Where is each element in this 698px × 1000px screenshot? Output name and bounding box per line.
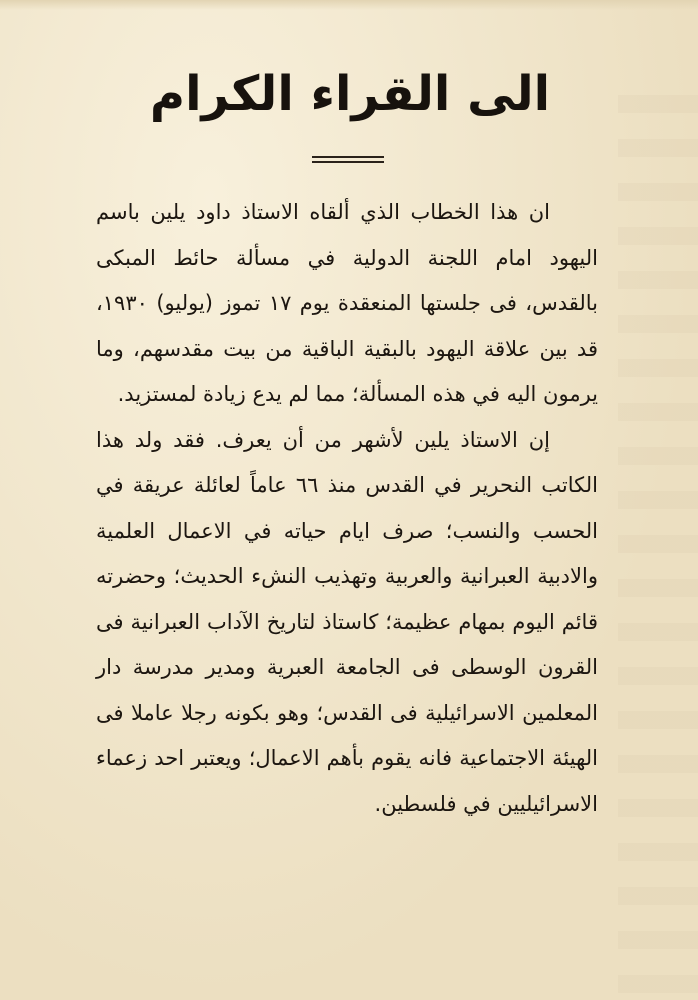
divider-rule-top <box>312 156 384 158</box>
body-text <box>96 190 598 827</box>
paragraph-intro: ان هذا الخطاب الذي ألقاه الاستاذ داود يلين باسم اليهود امام اللجنة الدولية في مسألة حائط المبكى بالقدس، فى جلستها المنعقدة يوم ١٧ تموز (يوليو) ١٩٣٠، قد بين علاقة اليهود بالبقية الباقية من بيت مقدسهم، وما يرمون اليه في هذه المسألة؛ مما لم يدع زيادة لمستزيد. <box>96 200 598 406</box>
page-title: الى القراء الكرام <box>149 66 551 122</box>
paragraph-biography: إن الاستاذ يلين لأشهر من أن يعرف. فقد ولد هذا الكاتب النحرير في القدس منذ ٦٦ عاماً لعائلة عريقة في الحسب والنسب؛ صرف ايام حياته في الاعمال العلمية والادبية العبرانية والعربية وتهذيب النشء الحديث؛ وحضرته قائم اليوم بمهام عظيمة؛ كاستاذ لتاريخ الآداب العبرانية فى القرون الوسطى فى الجامعة العبرية ومدير مدرسة دار المعلمين الاسرائيلية فى القدس؛ وهو بكونه رجلا عاملا فى الهيئة الاجتماعية فانه يقوم بأهم الاعمال؛ ويعتبر احد زعماء الاسرائيليين في فلسطين. <box>96 427 598 816</box>
title-divider-ornament <box>312 155 384 165</box>
paper-bleed-through <box>618 95 698 995</box>
divider-rule-bottom <box>312 161 384 163</box>
page-edge-shadow <box>0 0 698 10</box>
